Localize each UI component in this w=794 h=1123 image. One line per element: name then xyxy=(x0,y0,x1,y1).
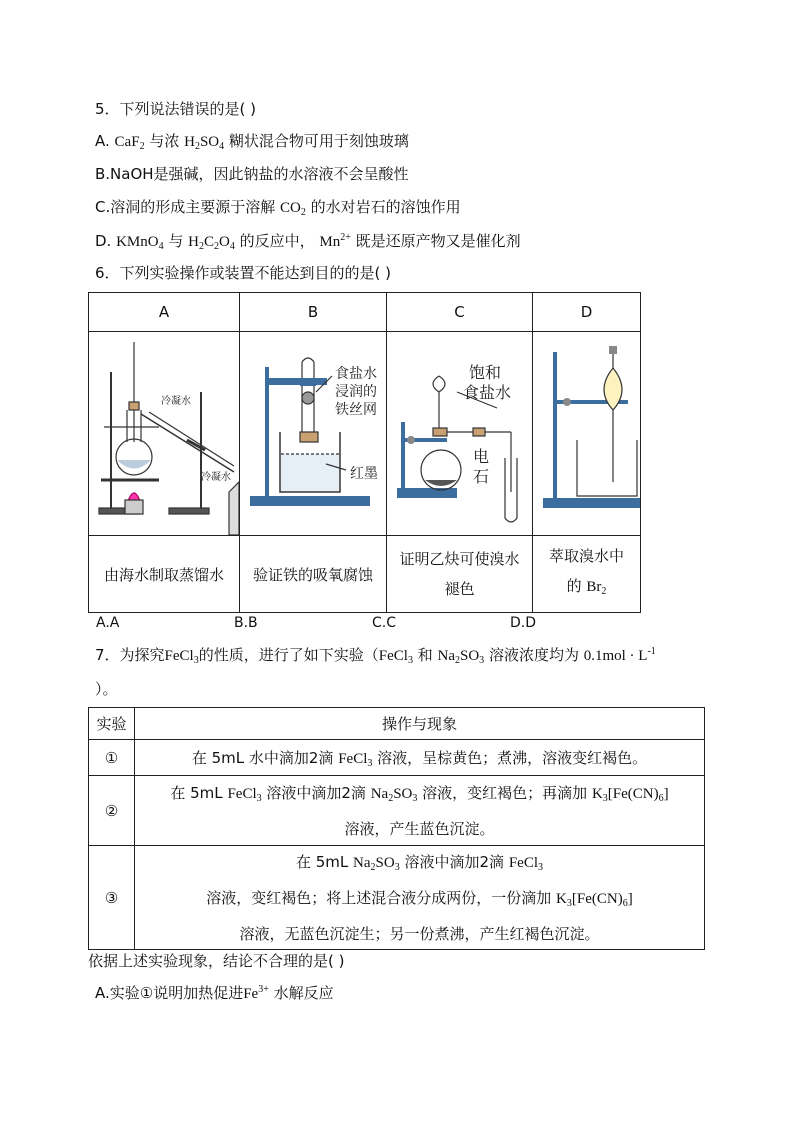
label-saturated: 饱和 xyxy=(469,363,502,382)
row-1-id: ① xyxy=(89,740,135,776)
row-1-desc: 在 5mL 水中滴加2滴 FeCl$_3$ 溶液，呈棕黄色；煮沸，溶液变红褐色。 xyxy=(135,740,705,776)
stand-base xyxy=(543,498,641,508)
q7-experiment-table xyxy=(88,707,705,950)
q6-option-c: C.C xyxy=(372,615,397,631)
header-a: A xyxy=(89,293,240,332)
label-salt-water: 食盐水 xyxy=(463,383,512,402)
header-c: C xyxy=(387,293,533,332)
row-2-desc: 在 5mL FeCl$_3$ 溶液中滴加2滴 $Na_2SO_3$ 溶液，变红褐色；再滴加 $K_3[Fe(CN)_6]$ 溶液，产生蓝色沉淀。 xyxy=(135,776,705,846)
header-operation: 操作与现象 xyxy=(135,708,705,740)
label-condenser-water-in: 冷凝水 xyxy=(161,396,191,407)
beaker xyxy=(577,440,637,496)
label-soaked: 浸润的 xyxy=(335,384,377,400)
q6-option-b: B.B xyxy=(234,615,258,631)
label-red-ink: 红墨 xyxy=(350,466,378,482)
q7-stem: 7．为探究FeCl$_3$的性质，进行了如下实验（FeCl$_3$ 和 $Na_2SO_3$ 溶液浓度均为 $0.1mol \cdot L^{-1}$ xyxy=(95,646,656,666)
q6-apparatus-table xyxy=(88,292,641,613)
row-2-id: ② xyxy=(89,776,135,846)
separatory-funnel xyxy=(604,352,622,410)
clamp xyxy=(265,378,327,385)
q7-question: 依据上述实验现象，结论不合理的是( ) xyxy=(88,952,345,970)
figure-extraction xyxy=(533,332,641,536)
row-3-desc: 在 5mL $Na_2SO_3$ 溶液中滴加2滴 FeCl$_3$ 溶液，变红褐色；将上述混合液分成两份，一份滴加 $K_3[Fe(CN)_6]$ 溶液，无蓝色沉淀生；另一份煮沸，产生红褐色沉淀。 xyxy=(135,846,705,950)
q7-stem-end: ）。 xyxy=(95,680,118,698)
caption-b: 验证铁的吸氧腐蚀 xyxy=(240,536,387,613)
header-experiment: 实验 xyxy=(89,708,135,740)
label-iron-mesh: 铁丝网 xyxy=(335,402,377,418)
iron-mesh xyxy=(302,392,314,404)
caption-a: 由海水制取蒸馏水 xyxy=(89,536,240,613)
q5-option-d: D. KMnO$_4$ 与 $H_2C_2O_4$ 的反应中， $Mn^{2+}$ 既是还原产物又是催化剂 xyxy=(95,232,521,252)
q5-option-a: A. CaF$_2$ 与浓 $H_2SO_4$ 糊状混合物可用于刻蚀玻璃 xyxy=(95,132,409,152)
header-b: B xyxy=(240,293,387,332)
condenser xyxy=(141,414,234,472)
q6-option-a: A.A xyxy=(96,615,120,631)
row-3-id: ③ xyxy=(89,846,135,950)
q6-option-d: D.D xyxy=(510,615,537,631)
separatory-funnel xyxy=(433,376,445,392)
stand-base xyxy=(397,488,457,498)
figure-iron-corrosion xyxy=(240,332,387,536)
figure-distillation xyxy=(89,332,240,536)
header-d: D xyxy=(533,293,641,332)
label-calcium-carbide-2: 石 xyxy=(473,467,490,486)
caption-d: 萃取溴水中 的 $Br_2$ xyxy=(533,536,641,613)
caption-c: 证明乙炔可使溴水 褪色 xyxy=(387,536,533,613)
flask xyxy=(116,439,152,475)
q5-option-c: C.溶洞的形成主要源于溶解 $CO_2$ 的水对岩石的溶蚀作用 xyxy=(95,198,461,218)
label-salt-water: 食盐水 xyxy=(335,366,377,382)
q5-stem: 5．下列说法错误的是( ) xyxy=(95,100,257,118)
q6-stem: 6．下列实验操作或装置不能达到目的的是( ) xyxy=(95,264,392,282)
stand-base xyxy=(250,496,370,506)
q5-option-b: B.NaOH是强碱，因此钠盐的水溶液不会呈酸性 xyxy=(95,165,409,183)
q7-option-a: A.实验①说明加热促进$Fe^{3+}$ 水解反应 xyxy=(95,984,334,1002)
label-condenser-water-out: 冷凝水 xyxy=(201,472,231,483)
label-calcium-carbide-1: 电 xyxy=(473,447,490,466)
figure-acetylene xyxy=(387,332,533,536)
